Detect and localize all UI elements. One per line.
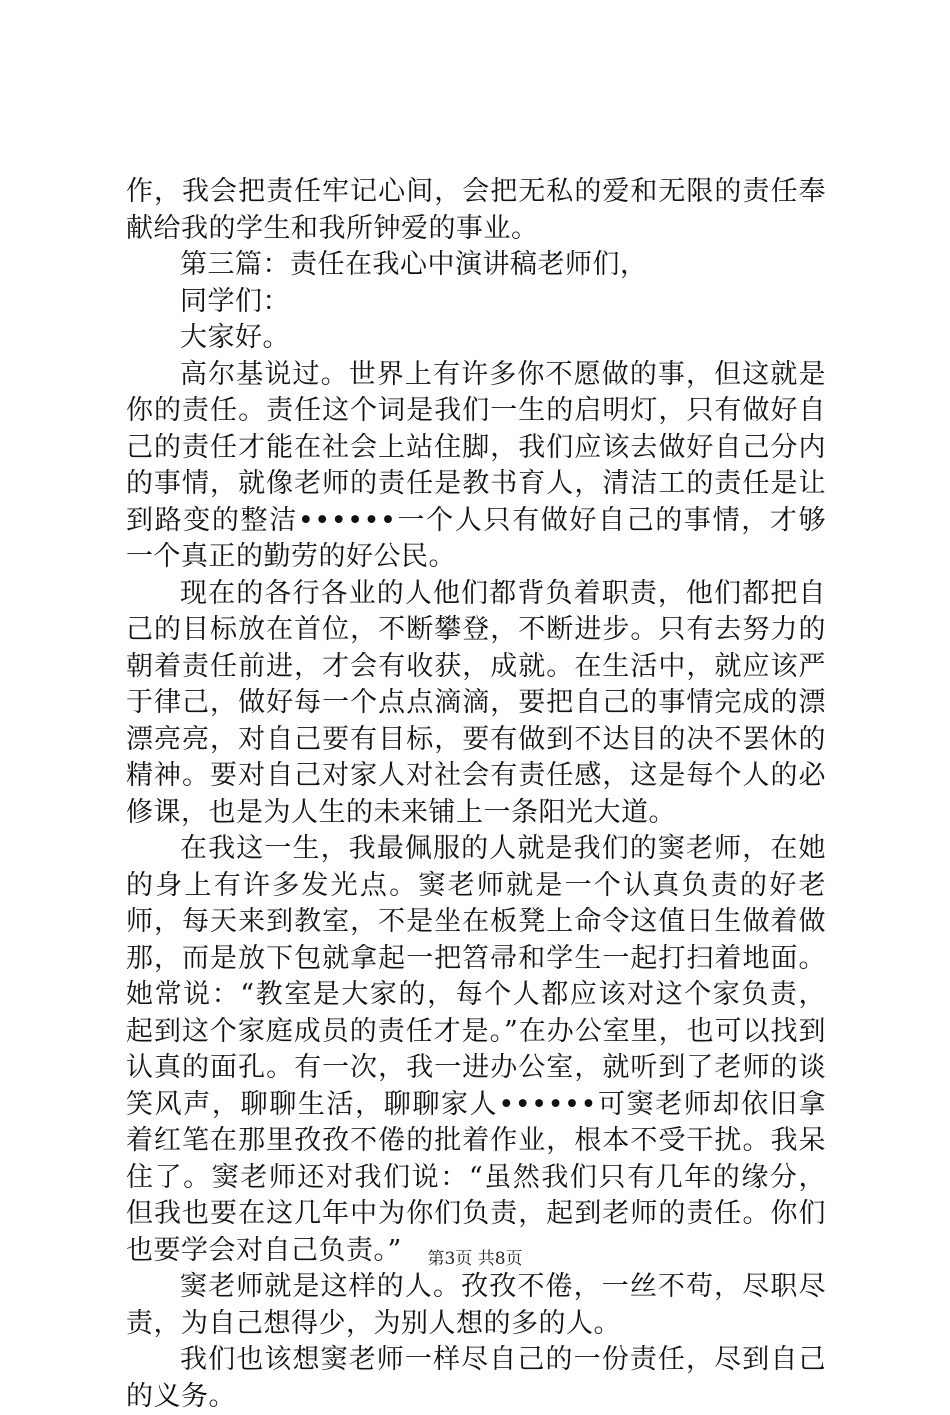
page-number-footer: 第3页 共8页: [427, 1249, 523, 1269]
paragraph-greeting: 大家好。: [180, 322, 290, 353]
paragraph-salutation: 同学们：: [180, 285, 290, 317]
paragraph: 窦老师就是这样的人。孜孜不倦，一丝不苟，尽职尽责，为自己想得少，为别人想的多的人。: [126, 1271, 826, 1339]
paragraph: 高尔基说过。世界上有许多你不愿做的事，但这就是你的责任。责任这个词是我们一生的启明灯，只有做好自己的责任才能在社会上站住脚，我们应该去做好自己分内的事情，就像老师的责任是教书育人，清洁工的责任是让到路变的整洁••••••一个人只有做好自己的事情，才够一个真正的勤劳的好公民。: [126, 358, 826, 572]
paragraph: 在我这一生，我最佩服的人就是我们的窦老师，在她的身上有许多发光点。窦老师就是一个认真负责的好老师，每天来到教室，不是坐在板凳上命令这值日生做着做那，而是放下包就拿起一把笤帚和学生一起打扫着地面。她常说：“教室是大家的，每个人都应该对这个家负责，起到这个家庭成员的责任才是。”在办公室里，也可以找到认真的面孔。有一次，我一进办公室，就听到了老师的谈笑风声，聊聊生活，聊聊家人••••••可窦老师却依旧拿着红笔在那里孜孜不倦的批着作业，根本不受干扰。我呆住了。窦老师还对我们说：“虽然我们只有几年的缘分，但我也要在这几年中为你们负责，起到老师的责任。你们也要学会对自己负责。”: [126, 833, 826, 1266]
paragraph-heading: 第三篇：责任在我心中演讲稿老师们，: [180, 249, 648, 280]
paragraph: 我们也该想窦老师一样尽自己的一份责任，尽到自己的义务。: [126, 1344, 826, 1412]
paragraph: 作，我会把责任牢记心间，会把无私的爱和无限的责任奉献给我的学生和我所钟爱的事业。: [126, 176, 826, 244]
document-body: [126, 174, 826, 1415]
paragraph: 现在的各行各业的人他们都背负着职责，他们都把自己的目标放在首位，不断攀登，不断进步。只有去努力的朝着责任前进，才会有收获，成就。在生活中，就应该严于律己，做好每一个点点滴滴，要把自己的事情完成的漂漂亮亮，对自己要有目标，要有做到不达目的决不罢休的精神。要对自己对家人对社会有责任感，这是每个人的必修课，也是为人生的未来铺上一条阳光大道。: [126, 577, 826, 828]
